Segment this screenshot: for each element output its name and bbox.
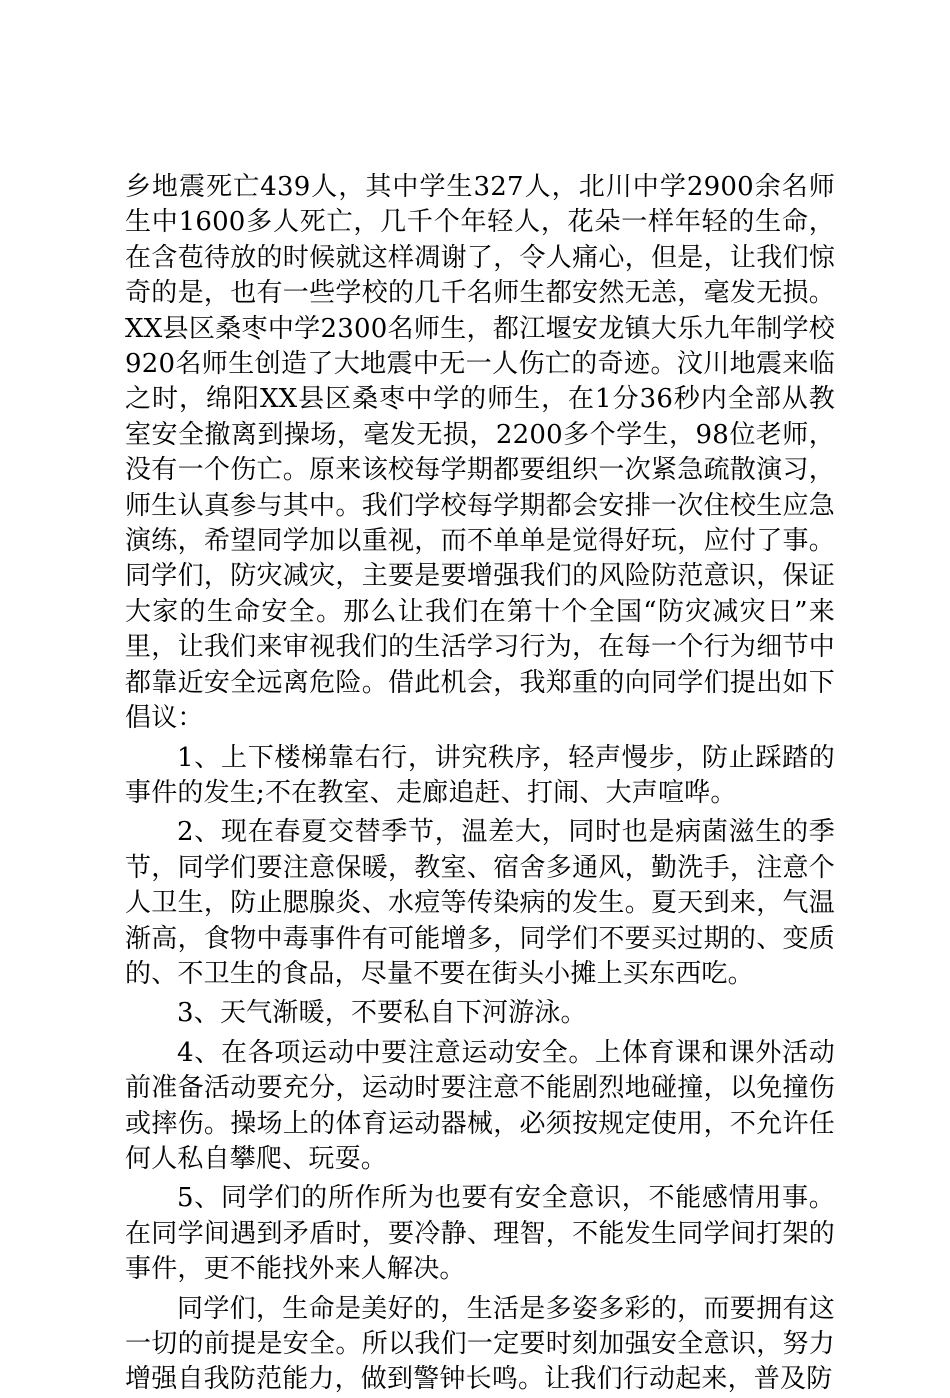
document-body [125,170,835,1398]
paragraph-proposal-4: 4、在各项运动中要注意运动安全。上体育课和课外活动前准备活动要充分，运动时要注意不能剧烈地碰撞，以免撞伤或摔伤。操场上的体育运动器械，必须按规定使用，不允许任何人私自攀爬、玩耍。 [125,1037,835,1174]
paragraph-proposal-5: 5、同学们的所作所为也要有安全意识，不能感情用事。在同学间遇到矛盾时，要冷静、理智，不能发生同学间打架的事件，更不能找外来人解决。 [125,1183,835,1285]
paragraph-closing: 同学们，生命是美好的，生活是多姿多彩的，而要拥有这一切的前提是安全。所以我们一定要时刻加强安全意识，努力增强自我防范能力，做到警钟长鸣。让我们行动起来，普及防 [125,1293,835,1395]
paragraph-intro: 乡地震死亡439人，其中学生327人，北川中学2900余名师生中1600多人死亡，几千个年轻人，花朵一样年轻的生命，在含苞待放的时候就这样凋谢了，令人痛心，但是，让我们惊奇的是，也有一些学校的几千名师生都安然无恙，毫发无损。XX县区桑枣中学2300名师生，都江堰安龙镇大乐九年制学校920名师生创造了大地震中无一人伤亡的奇迹。汶川地震来临之时，绵阳XX县区桑枣中学的师生，在1分36秒内全部从教室安全撤离到操场，毫发无损，2200多个学生，98位老师，没有一个伤亡。原来该校每学期都要组织一次紧急疏散演习，师生认真参与其中。我们学校每学期都会安排一次住校生应急演练，希望同学加以重视，而不单单是觉得好玩，应付了事。同学们，防灾减灾，主要是要增强我们的风险防范意识，保证大家的生命安全。那么让我们在第十个全国“防灾减灾日”来里，让我们来审视我们的生活学习行为，在每一个行为细节中都靠近安全远离危险。借此机会，我郑重的向同学们提出如下倡议： [125,172,835,734]
paragraph-proposal-1: 1、上下楼梯靠右行，讲究秩序，轻声慢步，防止踩踏的事件的发生;不在教室、走廊追赶、打闹、大声喧哗。 [125,742,835,808]
paragraph-proposal-3: 3、天气渐暖，不要私自下河游泳。 [177,998,587,1029]
paragraph-proposal-2: 2、现在春夏交替季节，温差大，同时也是病菌滋生的季节，同学们要注意保暖，教室、宿舍多通风，勤洗手，注意个人卫生，防止腮腺炎、水痘等传染病的发生。夏天到来，气温渐高，食物中毒事件有可能增多，同学们不要买过期的、变质的、不卫生的食品，尽量不要在街头小摊上买东西吃。 [125,817,835,989]
